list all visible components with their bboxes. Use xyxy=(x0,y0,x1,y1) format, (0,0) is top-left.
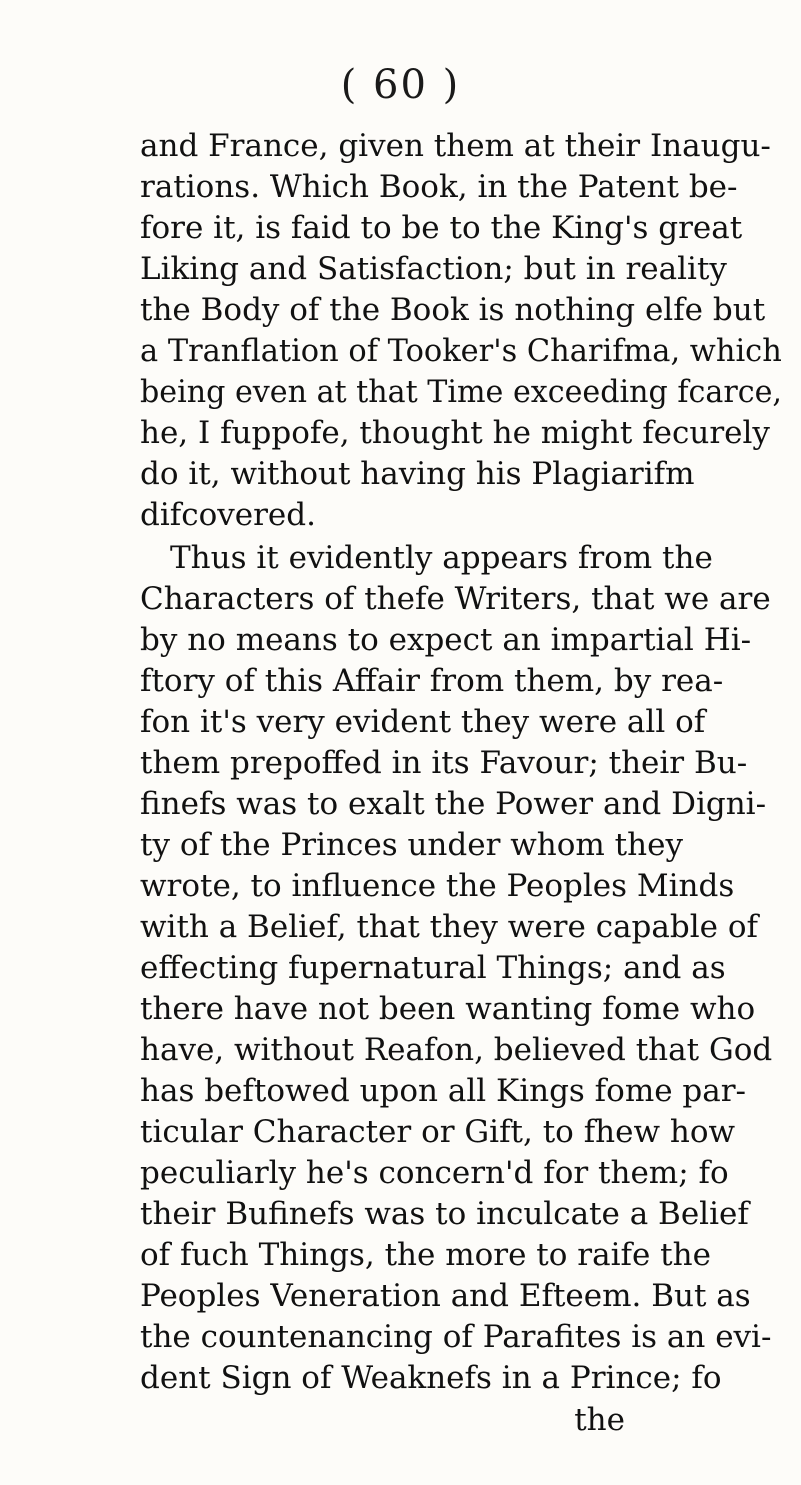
text-line: has beftowed upon all Kings fome par- xyxy=(140,1073,747,1109)
text-line: finefs was to exalt the Power and Digni- xyxy=(140,786,767,822)
text-line: do it, without having his Plagiarifm xyxy=(140,456,695,492)
text-line: there have not been wanting fome who xyxy=(140,991,756,1027)
text-line: Liking and Satisfaction; but in reality xyxy=(140,251,727,287)
text-line: have, without Reafon, believed that God xyxy=(140,1032,773,1068)
text-line: rations. Which Book, in the Patent be- xyxy=(140,169,738,205)
text-line: their Bufinefs was to inculcate a Belief xyxy=(140,1196,749,1232)
text-line: being even at that Time exceeding fcarce, xyxy=(140,374,782,410)
page-number: ( 60 ) xyxy=(340,62,461,108)
text-line: he, I fuppofe, thought he might fecurely xyxy=(140,415,770,451)
text-line: fore it, is faid to be to the King's great xyxy=(140,210,743,246)
text-line: peculiarly he's concern'd for them; fo xyxy=(140,1155,729,1191)
text-line: and France, given them at their Inaugu- xyxy=(140,128,771,164)
text-line: ty of the Princes under whom they xyxy=(140,827,683,863)
text-line: effecting fupernatural Things; and as xyxy=(140,950,726,986)
text-line: Characters of thefe Writers, that we are xyxy=(140,581,771,617)
catchword: the xyxy=(574,1402,625,1438)
text-line: Peoples Veneration and Efteem. But as xyxy=(140,1278,751,1314)
text-line: Thus it evidently appears from the xyxy=(170,540,713,576)
text-line: difcovered. xyxy=(140,497,316,533)
text-line: by no means to expect an impartial Hi- xyxy=(140,622,752,658)
text-line: the Body of the Book is nothing elfe but xyxy=(140,292,766,328)
text-line: ticular Character or Gift, to fhew how xyxy=(140,1114,736,1150)
text-line: fon it's very evident they were all of xyxy=(140,704,706,740)
text-line: with a Belief, that they were capable of xyxy=(140,909,758,945)
text-line: of fuch Things, the more to raife the xyxy=(140,1237,711,1273)
text-line: wrote, to influence the Peoples Minds xyxy=(140,868,735,904)
text-line: a Tranflation of Tooker's Charifma, which xyxy=(140,333,782,369)
text-line: the countenancing of Parafites is an evi- xyxy=(140,1319,772,1355)
text-line: them prepoffed in its Favour; their Bu- xyxy=(140,745,748,781)
text-line: ftory of this Affair from them, by rea- xyxy=(140,663,724,699)
text-line: dent Sign of Weaknefs in a Prince; fo xyxy=(140,1360,722,1396)
